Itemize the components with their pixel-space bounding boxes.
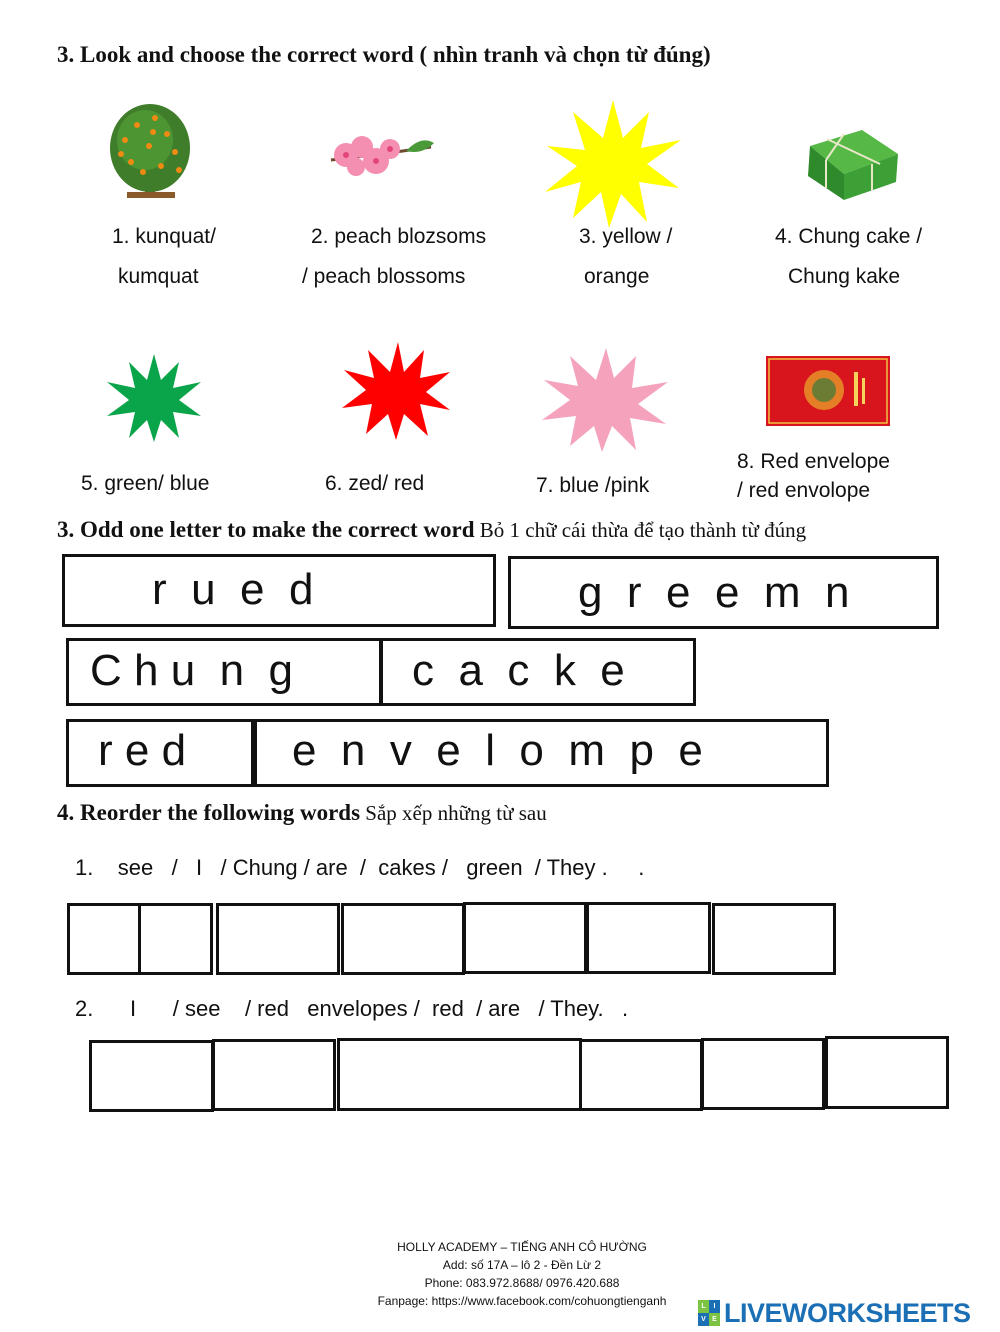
chung-cake-image bbox=[802, 126, 900, 202]
answer-1-slot-2[interactable] bbox=[138, 903, 213, 975]
answer-2-slot-3[interactable] bbox=[337, 1038, 582, 1111]
answer-2-slot-5[interactable] bbox=[701, 1038, 825, 1110]
sentence-2: 2. I / see / red envelopes / red / are / They. . bbox=[75, 996, 629, 1021]
yellow-star-shape bbox=[543, 100, 683, 228]
footer-line-3: Phone: 083.972.8688/ 0976.420.688 bbox=[424, 1276, 620, 1290]
answer-1-slot-3[interactable] bbox=[216, 903, 340, 975]
section-a-title-vi: ( nhìn tranh và chọn từ đúng) bbox=[413, 42, 711, 67]
section-c-title: 4. Reorder the following words bbox=[57, 800, 361, 825]
item-8-line1: 8. Red envelope bbox=[737, 450, 890, 473]
word-6-letters: e n v e l o m p e bbox=[292, 726, 703, 775]
item-7-line1: 7. blue /pink bbox=[536, 474, 650, 497]
red-star-shape bbox=[340, 342, 452, 440]
liveworksheets-logo[interactable] bbox=[698, 1298, 971, 1328]
item-1-line2: kumquat bbox=[118, 265, 199, 288]
answer-2-slot-4[interactable] bbox=[579, 1039, 703, 1111]
pink-star-shape bbox=[540, 348, 670, 452]
section-a-heading bbox=[57, 42, 711, 68]
item-4-line2: Chung kake bbox=[788, 265, 901, 288]
item-6-line1: 6. zed/ red bbox=[325, 472, 425, 495]
footer-line-2: Add: số 17A – lô 2 - Đền Lừ 2 bbox=[442, 1258, 602, 1272]
item-8-line2: / red envolope bbox=[737, 479, 871, 502]
peach-blossom-image bbox=[326, 125, 436, 185]
answer-1-slot-4[interactable] bbox=[341, 903, 465, 975]
footer-line-1: HOLLY ACADEMY – TIẾNG ANH CÔ HƯỜNG bbox=[397, 1240, 647, 1254]
item-3-line1: 3. yellow / bbox=[579, 225, 673, 248]
section-c-title-vi: Sắp xếp những từ sau bbox=[360, 801, 547, 825]
liveworksheets-text: LIVEWORKSHEETS bbox=[724, 1297, 971, 1328]
word-3-letters: C h u n g bbox=[90, 646, 294, 695]
section-c-heading bbox=[57, 800, 547, 826]
liveworksheets-icon: L I V E bbox=[698, 1300, 720, 1326]
answer-1-slot-7[interactable] bbox=[712, 903, 836, 975]
item-2-line2: / peach blossoms bbox=[302, 265, 466, 288]
answer-2-slot-6[interactable] bbox=[825, 1036, 949, 1109]
sentence-1: 1. see / I / Chung / are / cakes / green / They . . bbox=[75, 855, 645, 880]
footer-line-4: Fanpage: https://www.facebook.com/cohuongtienganh bbox=[377, 1294, 667, 1308]
item-3-line2: orange bbox=[584, 265, 650, 288]
item-5-line1: 5. green/ blue bbox=[81, 472, 210, 495]
item-1-line1: 1. kunquat/ bbox=[112, 225, 216, 248]
answer-1-slot-5[interactable] bbox=[463, 902, 587, 974]
section-b-title-vi: Bỏ 1 chữ cái thừa để tạo thành từ đúng bbox=[474, 518, 807, 542]
answer-2-slot-1[interactable] bbox=[89, 1040, 214, 1112]
green-star-shape bbox=[105, 354, 203, 442]
word-2-letters: g r e e m n bbox=[578, 568, 850, 617]
section-b-heading bbox=[57, 517, 806, 543]
red-envelope-image bbox=[766, 356, 890, 426]
kumquat-tree-image bbox=[105, 100, 197, 200]
item-4-line1: 4. Chung cake / bbox=[775, 225, 923, 248]
answer-1-slot-1[interactable] bbox=[67, 903, 141, 975]
word-1-letters: r u e d bbox=[152, 565, 314, 614]
answer-2-slot-2[interactable] bbox=[212, 1039, 336, 1111]
word-4-letters: c a c k e bbox=[412, 646, 625, 695]
word-5-letters: r e d bbox=[98, 726, 187, 775]
answer-1-slot-6[interactable] bbox=[586, 902, 711, 974]
section-a-title: 3. Look and choose the correct word bbox=[57, 42, 414, 67]
section-b-title: 3. Odd one letter to make the correct word bbox=[57, 517, 475, 542]
item-2-line1: 2. peach blozsoms bbox=[311, 225, 487, 248]
